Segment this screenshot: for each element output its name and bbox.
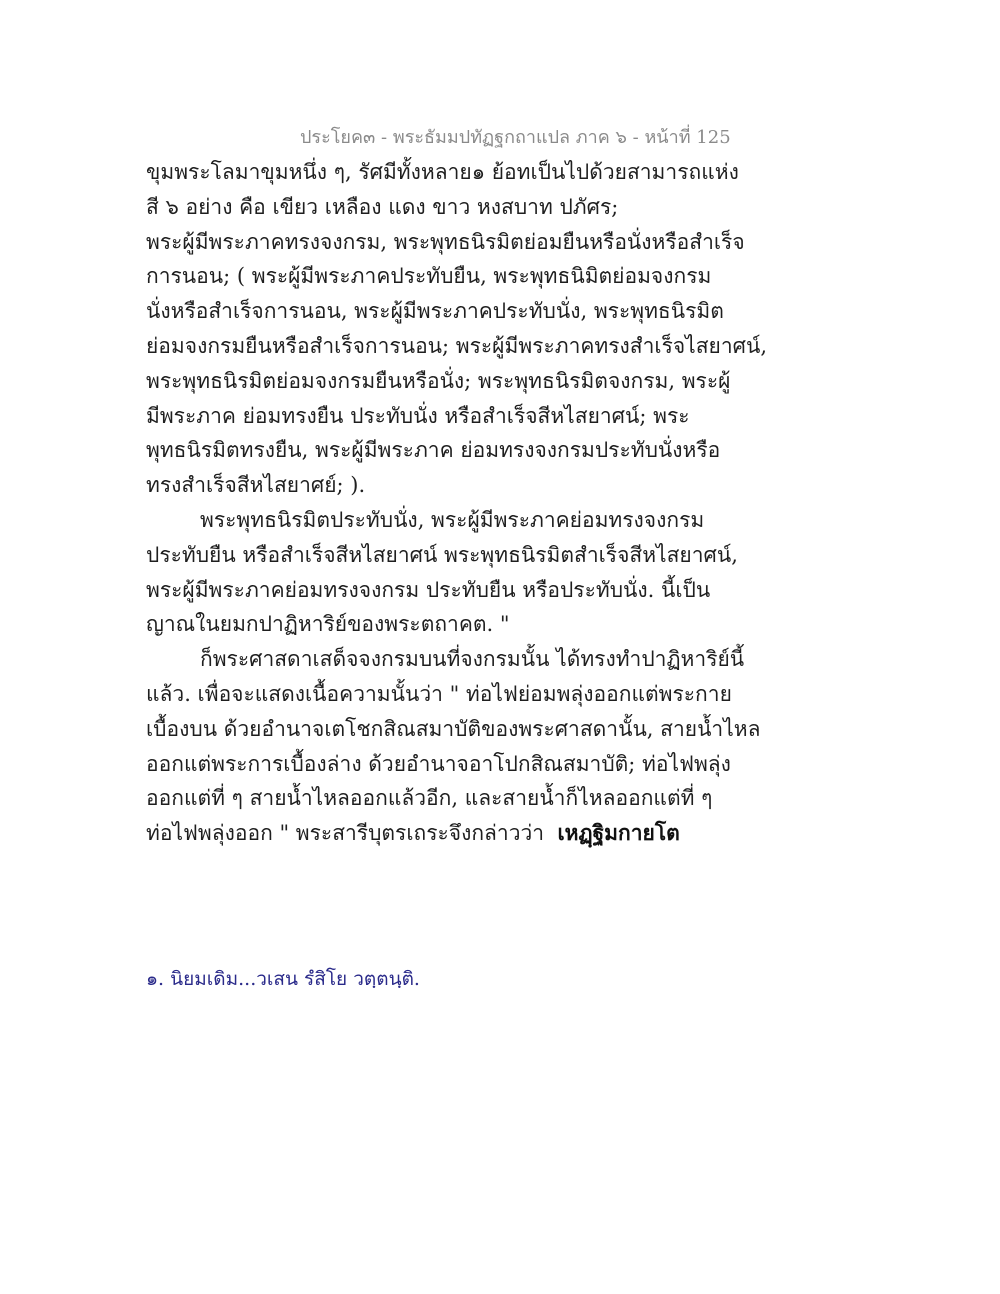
text-line-7: พระพุทธนิรมิตย่อมจงกรมยืนหรือนั่ง; พระพุทธนิรมิตจงกรม, พระผู้: [146, 368, 731, 393]
bold-pali-term: เหฏฺฐิมกายโต: [557, 820, 680, 846]
text-line-13: พระผู้มีพระภาคย่อมทรงจงกรม ประทับยืน หรือประทับนั่ง. นี้เป็น: [146, 577, 711, 602]
text-line-2: สี ๖ อย่าง คือ เขียว เหลือง แดง ขาว หงสบาท ปภัศร;: [146, 194, 619, 219]
text-line-1: ขุมพระโลมาขุมหนึ่ง ๆ, รัศมีทั้งหลาย๑ ย้อทเป็นไปด้วยสามารถแห่ง: [146, 160, 739, 184]
text-line-5: นั่งหรือสำเร็จการนอน, พระผู้มีพระภาคประทับนั่ง, พระพุทธนิรมิต: [146, 299, 724, 324]
text-line-15: ก็พระศาสดาเสด็จจงกรมบนที่จงกรมนั้น ได้ทรงทำปาฏิหาริย์นี้: [200, 647, 745, 672]
text-line-14: ญาณในยมกปาฏิหาริย์ของพระตถาคต. ": [146, 612, 510, 637]
text-line-20: [146, 816, 706, 851]
text-line-19: ออกแต่ที่ ๆ สายน้ำไหลออกแล้วอีก, และสายน้ำก็ไหลออกแต่ที่ ๆ: [146, 786, 713, 811]
text-line-20-main: ท่อไฟพลุ่งออก " พระสารีบุตรเถระจึงกล่าวว่า: [146, 821, 545, 846]
text-line-4: การนอน; ( พระผู้มีพระภาคประทับยืน, พระพุทธนิมิตย่อมจงกรม: [146, 264, 712, 289]
text-line-18: ออกแต่พระการเบื้องล่าง ด้วยอำนาจอาโปกสิณสมาบัติ; ท่อไฟพลุ่ง: [146, 751, 731, 776]
text-line-9: พุทธนิรมิตทรงยืน, พระผู้มีพระภาค ย่อมทรงจงกรมประทับนั่งหรือ: [146, 438, 721, 463]
text-line-10: ทรงสำเร็จสีหไสยาศย์; ).: [146, 473, 366, 498]
text-line-6: ย่อมจงกรมยืนหรือสำเร็จการนอน; พระผู้มีพระภาคทรงสำเร็จไสยาศน์,: [146, 333, 767, 358]
running-header: ประโยค๓ - พระธัมมปทัฏฐกถาแปล ภาค ๖ - หน้าที่ 125: [300, 127, 731, 148]
text-line-16: แล้ว. เพื่อจะแสดงเนื้อความนั้นว่า " ท่อไฟย่อมพลุ่งออกแต่พระกาย: [146, 681, 732, 706]
text-line-8: มีพระภาค ย่อมทรงยืน ประทับนั่ง หรือสำเร็จสีหไสยาศน์; พระ: [146, 403, 690, 428]
footnote: ๑. นิยมเดิม...วเสน รํสิโย วตฺตนฺติ.: [146, 968, 420, 990]
text-line-12: ประทับยืน หรือสำเร็จสีหไสยาศน์ พระพุทธนิรมิตสำเร็จสีหไสยาศน์,: [146, 542, 738, 567]
text-line-11: พระพุทธนิรมิตประทับนั่ง, พระผู้มีพระภาคย่อมทรงจงกรม: [200, 507, 705, 532]
text-line-17: เบื้องบน ด้วยอำนาจเตโชกสิณสมาบัติของพระศาสดานั้น, สายน้ำไหล: [146, 716, 761, 741]
text-line-3: พระผู้มีพระภาคทรงจงกรม, พระพุทธนิรมิตย่อมยืนหรือนั่งหรือสำเร็จ: [146, 229, 745, 254]
body-text: [146, 155, 767, 851]
